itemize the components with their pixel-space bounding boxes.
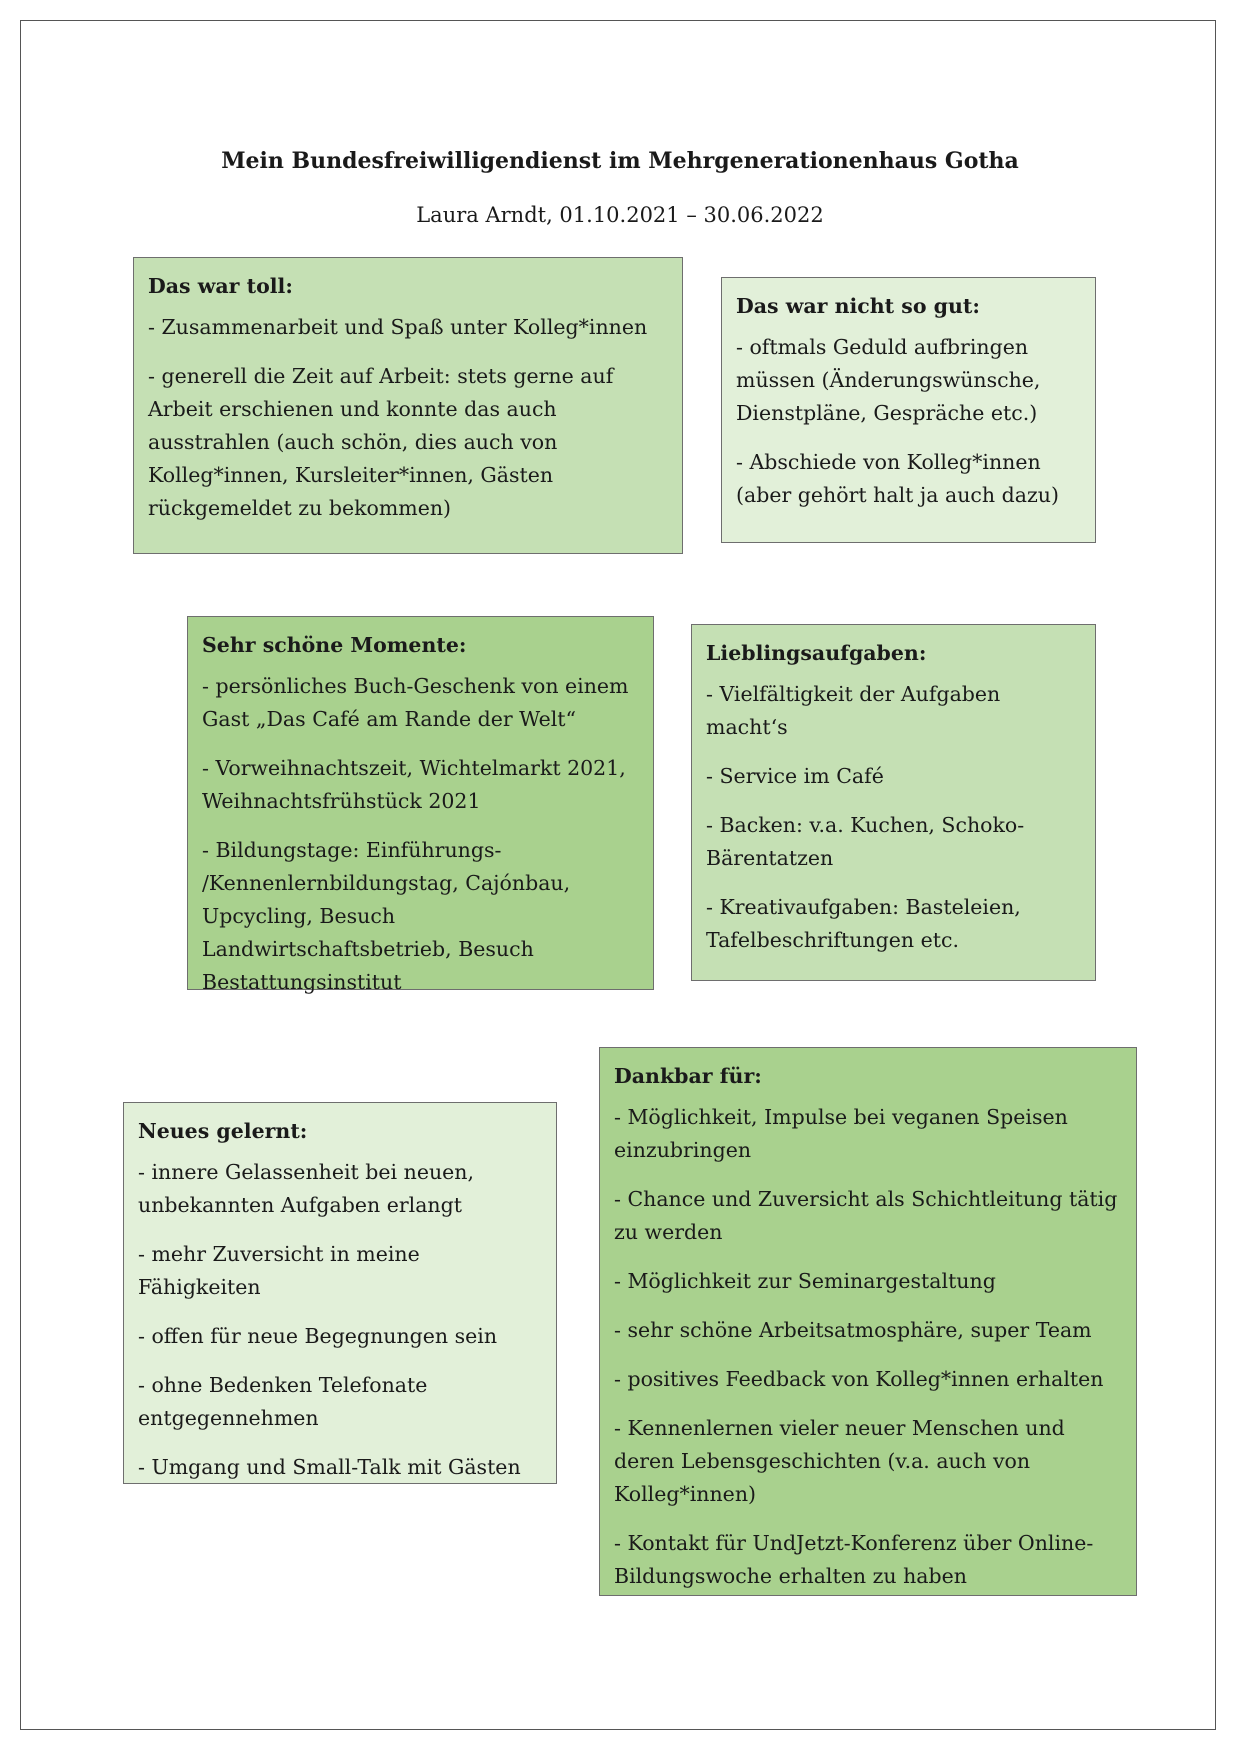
list-item: - Backen: v.a. Kuchen, Schoko-Bärentatzen — [706, 813, 1025, 870]
box-das-war-toll — [133, 257, 683, 554]
box-list — [148, 311, 668, 525]
box-list — [736, 331, 1081, 512]
list-item: - ohne Bedenken Telefonate entgegennehmen — [138, 1373, 428, 1430]
box-list — [138, 1156, 542, 1484]
list-item: - innere Gelassenheit bei neuen, unbekannten Aufgaben erlangt — [138, 1160, 475, 1217]
list-item: - Möglichkeit zur Seminargestaltung — [614, 1269, 996, 1293]
list-item: - persönliches Buch-Geschenk von einem Gast „Das Café am Rande der Welt“ — [202, 674, 629, 731]
box-neues-gelernt — [123, 1102, 557, 1484]
box-heading: Sehr schöne Momente: — [202, 633, 467, 657]
list-item: - Zusammenarbeit und Spaß unter Kolleg*innen — [148, 315, 648, 339]
list-item: - Kreativaufgaben: Basteleien, Tafelbeschriftungen etc. — [706, 895, 1021, 952]
list-item: - Möglichkeit, Impulse bei veganen Speisen einzubringen — [614, 1105, 1068, 1162]
document-subtitle: Laura Arndt, 01.10.2021 – 30.06.2022 — [416, 203, 824, 227]
box-heading: Das war nicht so gut: — [736, 294, 980, 318]
box-list — [706, 678, 1081, 957]
list-item: - sehr schöne Arbeitsatmosphäre, super Team — [614, 1318, 1092, 1342]
box-heading: Dankbar für: — [614, 1064, 762, 1088]
box-dankbar-fuer — [599, 1047, 1137, 1596]
list-item: - offen für neue Begegnungen sein — [138, 1324, 498, 1348]
box-list — [614, 1101, 1122, 1593]
box-heading: Das war toll: — [148, 274, 293, 298]
list-item: - Bildungstage: Einführungs- /Kennenlernbildungstag, Cajónbau, Upcycling, Besuch Landwirtschaftsbetrieb, Besuch Bestattungsinstitut — [202, 838, 571, 994]
list-item: - oftmals Geduld aufbringen müssen (Änderungswünsche, Dienstpläne, Gespräche etc.) — [736, 335, 1041, 425]
list-item: - mehr Zuversicht in meine Fähigkeiten — [138, 1242, 420, 1299]
list-item: - Chance und Zuversicht als Schichtleitung tätig zu werden — [614, 1187, 1118, 1244]
list-item: - Kennenlernen vieler neuer Menschen und deren Lebensgeschichten (v.a. auch von Kolleg*innen) — [614, 1416, 1065, 1506]
list-item: - Service im Café — [706, 764, 884, 788]
list-item: - Kontakt für UndJetzt-Konferenz über Online-Bildungswoche erhalten zu haben — [614, 1531, 1094, 1588]
box-sehr-schoene-momente — [187, 616, 654, 994]
list-item: - generell die Zeit auf Arbeit: stets gerne auf Arbeit erschienen und konnte das auch ausstrahlen (auch schön, dies auch von Kolleg*innen, Kursleiter*innen, Gästen rückgemeldet zu bekommen) — [148, 364, 614, 520]
list-item: - Vielfältigkeit der Aufgaben macht‘s — [706, 682, 1001, 739]
box-heading: Lieblingsaufgaben: — [706, 641, 927, 665]
list-item: - Umgang und Small-Talk mit Gästen — [138, 1455, 521, 1479]
box-das-war-nicht-so-gut — [721, 277, 1096, 543]
box-list — [202, 670, 639, 999]
document-title: Mein Bundesfreiwilligendienst im Mehrgenerationenhaus Gotha — [221, 148, 1019, 174]
list-item: - positives Feedback von Kolleg*innen erhalten — [614, 1367, 1104, 1391]
box-heading: Neues gelernt: — [138, 1119, 308, 1143]
box-lieblingsaufgaben — [691, 624, 1096, 981]
list-item: - Vorweihnachtszeit, Wichtelmarkt 2021, Weihnachtsfrühstück 2021 — [202, 756, 626, 813]
list-item: - Abschiede von Kolleg*innen (aber gehört halt ja auch dazu) — [736, 450, 1059, 507]
